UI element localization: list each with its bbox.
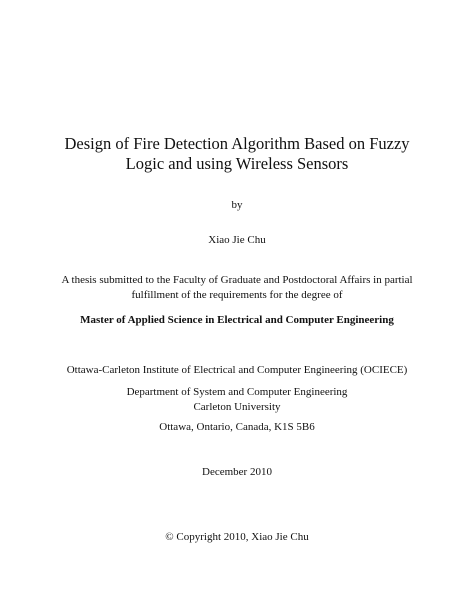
thesis-statement-line-2: fulfillment of the requirements for the degree of	[131, 289, 343, 301]
by-label: by	[231, 199, 243, 211]
copyright-notice: © Copyright 2010, Xiao Jie Chu	[165, 531, 309, 543]
thesis-title-line-1: Design of Fire Detection Algorithm Based on Fuzzy	[64, 134, 410, 153]
location-address: Ottawa, Ontario, Canada, K1S 5B6	[159, 421, 315, 433]
thesis-statement-line-1: A thesis submitted to the Faculty of Graduate and Postdoctoral Affairs in partial	[61, 274, 413, 286]
department-name: Department of System and Computer Engineering	[126, 386, 348, 398]
thesis-title-line-2: Logic and using Wireless Sensors	[125, 154, 349, 173]
institute-name: Ottawa-Carleton Institute of Electrical and Computer Engineering (OCIECE)	[66, 364, 408, 376]
author-name: Xiao Jie Chu	[208, 234, 266, 246]
submission-date: December 2010	[202, 466, 272, 478]
university-name: Carleton University	[193, 401, 281, 413]
degree-name: Master of Applied Science in Electrical and Computer Engineering	[80, 314, 394, 326]
